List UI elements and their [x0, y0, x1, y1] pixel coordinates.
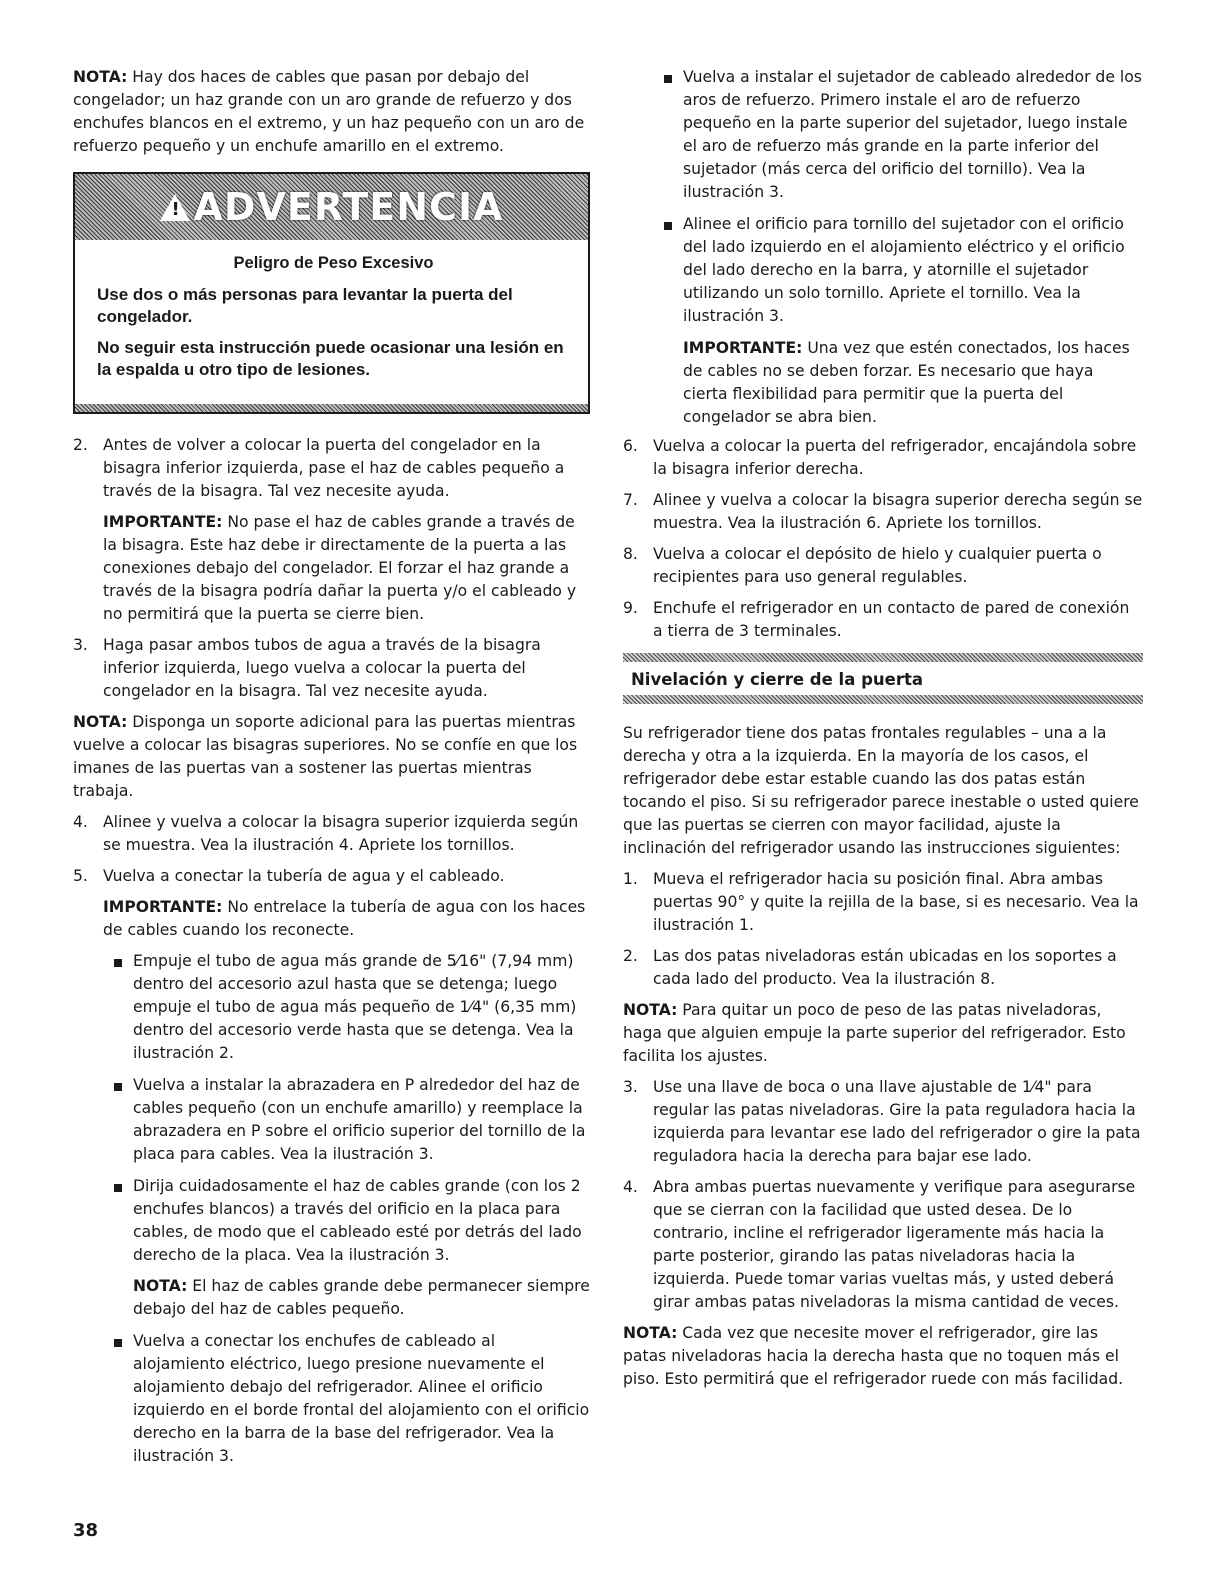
warning-subtitle: Peligro de Peso Excesivo — [233, 254, 434, 272]
warning-box — [73, 172, 590, 414]
note-text: El haz de cables grande debe permanecer siempre debajo del haz de cables pequeño. — [133, 1277, 590, 1318]
warning-body — [75, 240, 588, 404]
section-intro: Su refrigerador tiene dos patas frontales regulables – una a la derecha y otra a la izquierda. En la mayoría de los casos, el refrigerador debe estar estable cuando las dos patas están tocando el piso. Si su refrigerador parece inestable o usted quiere que las puertas se cierren con mayor facilidad, ajuste la inclinación del refrigerador usando las instrucciones siguientes: — [623, 724, 1139, 857]
warning-header — [75, 174, 588, 240]
bullet-item — [73, 1074, 590, 1166]
section-heading — [623, 653, 1143, 704]
note-label: NOTA: — [133, 1277, 188, 1295]
bullet-text: Vuelva a conectar los enchufes de cableado al alojamiento eléctrico, luego presione nuevamente el alojamiento debajo del refrigerador. Alinee el orificio izquierdo en el borde frontal del alojamiento con el orificio derecho en la barra de la base del refrigerador. Vea la ilustración 3. — [133, 1332, 590, 1465]
bullet-square-icon — [664, 75, 672, 83]
step-text: Haga pasar ambos tubos de agua a través de la bisagra inferior izquierda, luego vuelva a colocar la puerta del congelador en la bisagra. Tal vez necesite ayuda. — [103, 636, 541, 700]
step-text: Use una llave de boca o una llave ajustable de 1⁄4" para regular las patas niveladoras. Gire la pata reguladora hacia la izquierda para levantar ese lado del refrigerador o gire la pata reguladora hacia la derecha para bajar ese lado. — [653, 1078, 1141, 1165]
level-step-1 — [623, 868, 1143, 937]
left-column — [73, 66, 590, 1477]
bullet-square-icon — [664, 222, 672, 230]
bullet-item — [623, 213, 1143, 328]
bullet-square-icon — [114, 1083, 122, 1091]
bullet-text: Vuelva a instalar el sujetador de cableado alrededor de los aros de refuerzo. Primero instale el aro de refuerzo pequeño en la parte superior del sujetador, luego instale el aro de refuerzo más grande en la parte inferior del sujetador (más cerca del orificio del tornillo). Vea la ilustración 3. — [683, 68, 1142, 201]
step-number: 5. — [73, 867, 88, 885]
step-number: 3. — [623, 1078, 638, 1096]
note-text: Para quitar un poco de peso de las patas niveladoras, haga que alguien empuje la parte superior del refrigerador. Esto facilita los ajustes. — [623, 1001, 1126, 1065]
step-text: Las dos patas niveladoras están ubicadas en los soportes a cada lado del producto. Vea la ilustración 8. — [653, 947, 1117, 988]
important-note — [103, 511, 590, 626]
bullet-text: Dirija cuidadosamente el haz de cables grande (con los 2 enchufes blancos) a través del orificio en la placa para cables, de modo que el cableado esté por detrás del lado derecho de la placa. Vea la ilustración 3. — [133, 1177, 582, 1264]
step-8 — [623, 543, 1143, 589]
note-moving — [623, 1322, 1143, 1391]
note-leveling — [623, 999, 1143, 1068]
step-text: Vuelva a conectar la tubería de agua y el cableado. — [103, 867, 505, 885]
step-9 — [623, 597, 1143, 643]
step-text: Alinee y vuelva a colocar la bisagra superior izquierda según se muestra. Vea la ilustración 4. Apriete los tornillos. — [103, 813, 579, 854]
warning-title: ADVERTENCIA — [193, 184, 504, 229]
bullet-item — [73, 1175, 590, 1321]
step-number: 9. — [623, 599, 638, 617]
bullet-text: Empuje el tubo de agua más grande de 5⁄16" (7,94 mm) dentro del accesorio azul hasta que se detenga; luego empuje el tubo de agua más pequeño de 1⁄4" (6,35 mm) dentro del accesorio verde hasta que se detenga. Vea la ilustración 2. — [133, 952, 577, 1062]
section-title: Nivelación y cierre de la puerta — [631, 670, 923, 689]
step-3 — [73, 634, 590, 703]
intro-note — [73, 66, 590, 158]
section-rule-bottom — [623, 695, 1143, 704]
note-doors — [73, 711, 590, 803]
bullet-text: Alinee el orificio para tornillo del sujetador con el orificio del lado izquierdo en el alojamiento eléctrico y el orificio del lado derecho en la barra, y atornille el sujetador utilizando un solo tornillo. Apriete el tornillo. Vea la ilustración 3. — [683, 215, 1125, 325]
step-number: 7. — [623, 491, 638, 509]
step-number: 1. — [623, 870, 638, 888]
level-step-3 — [623, 1076, 1143, 1168]
step-text: Antes de volver a colocar la puerta del congelador en la bisagra inferior izquierda, pase el haz de cables pequeño a través de la bisagra. Tal vez necesite ayuda. — [103, 436, 565, 500]
step-number: 4. — [623, 1178, 638, 1196]
bullet-item — [73, 1330, 590, 1468]
bullet-square-icon — [114, 1184, 122, 1192]
step-text: Abra ambas puertas nuevamente y verifique para asegurarse que se cierran con la facilidad que usted desea. De lo contrario, incline el refrigerador ligeramente más hacia la parte posterior, girando las patas niveladoras hacia la izquierda. Puede tomar varias vueltas más, y usted deberá girar ambas patas niveladoras la misma cantidad de veces. — [653, 1178, 1136, 1311]
note-label: NOTA: — [73, 68, 128, 86]
important-label: IMPORTANTE: — [103, 513, 223, 531]
note-label: NOTA: — [623, 1001, 678, 1019]
important-note — [103, 896, 590, 942]
step-number: 2. — [73, 436, 88, 454]
step-number: 8. — [623, 545, 638, 563]
step-2 — [73, 434, 590, 626]
important-text: Una vez que estén conectados, los haces de cables no se deben forzar. Es necesario que haya cierta flexibilidad para permitir que la puerta del congelador se abra bien. — [683, 339, 1130, 426]
warning-exclamation: ! — [171, 198, 181, 220]
note-text: Hay dos haces de cables que pasan por debajo del congelador; un haz grande con un aro grande de refuerzo y dos enchufes blancos en el extremo, y un haz pequeño con un aro de refuerzo pequeño y un enchufe amarillo en el extremo. — [73, 68, 585, 155]
note-text: Cada vez que necesite mover el refrigerador, gire las patas niveladoras hacia la derecha hasta que no toquen más el piso. Esto permitirá que el refrigerador ruede con más facilidad. — [623, 1324, 1124, 1388]
note-label: NOTA: — [623, 1324, 678, 1342]
step-number: 3. — [73, 636, 88, 654]
important-label: IMPORTANTE: — [683, 339, 803, 357]
bullet-square-icon — [114, 1339, 122, 1347]
right-column — [623, 66, 1143, 1399]
level-step-4 — [623, 1176, 1143, 1314]
note-text: Disponga un soporte adicional para las puertas mientras vuelve a colocar las bisagras superiores. No se confíe en que los imanes de las puertas van a sostener las puertas mientras trabaja. — [73, 713, 578, 800]
warning-triangle-icon — [160, 194, 190, 221]
step-number: 4. — [73, 813, 88, 831]
step-6 — [623, 435, 1143, 481]
bullet-square-icon — [114, 959, 122, 967]
step-text: Mueva el refrigerador hacia su posición final. Abra ambas puertas 90° y quite la rejilla de la base, si es necesario. Vea la ilustración 1. — [653, 870, 1139, 934]
bullet-note — [133, 1275, 590, 1321]
bullet-text: Vuelva a instalar la abrazadera en P alrededor del haz de cables pequeño (con un enchufe amarillo) y reemplace la abrazadera en P sobre el orificio superior del tornillo de la placa para cables. Vea la ilustración 3. — [133, 1076, 586, 1163]
warning-line-2: No seguir esta instrucción puede ocasionar una lesión en la espalda u otro tipo de lesiones. — [97, 338, 564, 379]
important-label: IMPORTANTE: — [103, 898, 223, 916]
warning-footer — [75, 404, 588, 412]
page-number: 38 — [73, 1520, 99, 1541]
important-note — [623, 337, 1143, 429]
step-number: 2. — [623, 947, 638, 965]
step-text: Vuelva a colocar el depósito de hielo y cualquier puerta o recipientes para uso general regulables. — [653, 545, 1102, 586]
important-text: No entrelace la tubería de agua con los haces de cables cuando los reconecte. — [103, 898, 586, 939]
step-number: 6. — [623, 437, 638, 455]
step-text: Alinee y vuelva a colocar la bisagra superior derecha según se muestra. Vea la ilustración 6. Apriete los tornillos. — [653, 491, 1143, 532]
step-5 — [73, 865, 590, 942]
note-label: NOTA: — [73, 713, 128, 731]
step-4 — [73, 811, 590, 857]
warning-line-1: Use dos o más personas para levantar la puerta del congelador. — [97, 285, 513, 326]
important-text: No pase el haz de cables grande a través de la bisagra. Este haz debe ir directamente de la puerta a las conexiones debajo del congelador. El forzar el haz grande a través de la bisagra podría dañar la puerta y/o el cableado y no permitirá que la puerta se cierre bien. — [103, 513, 577, 623]
step-text: Vuelva a colocar la puerta del refrigerador, encajándola sobre la bisagra inferior derecha. — [653, 437, 1137, 478]
level-step-2 — [623, 945, 1143, 991]
section-rule-top — [623, 653, 1143, 662]
bullet-item — [623, 66, 1143, 204]
bullet-item — [73, 950, 590, 1065]
step-text: Enchufe el refrigerador en un contacto de pared de conexión a tierra de 3 terminales. — [653, 599, 1130, 640]
step-7 — [623, 489, 1143, 535]
